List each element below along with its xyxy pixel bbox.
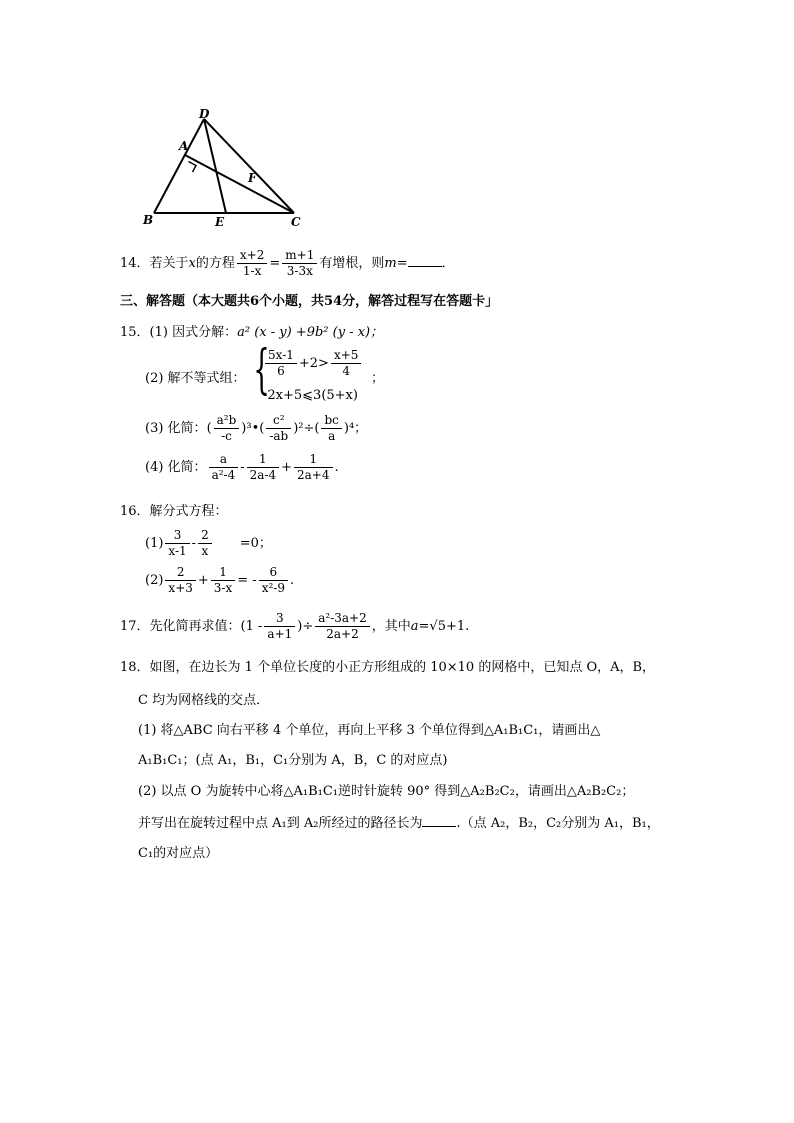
label-B: B	[143, 213, 154, 227]
label-F: F	[248, 171, 257, 185]
question-17: 17．先化简再求值：(1 - $\frac{3}{a+1}$ )÷ $\frac{\text{a²-3a+2}}{2a+2}$ ，其中a=√5+1.	[120, 611, 470, 641]
question-15-part-2: (2) 解不等式组： { $\frac{5x-1}{6}$ +2> $\frac{x+5}{4}$ -2x+5⩽3(5+x) ；	[145, 340, 385, 403]
label-C: C	[291, 215, 301, 229]
question-16-title: 16．解分式方程：	[120, 504, 228, 519]
label-D: D	[199, 107, 210, 121]
question-18-line-2: C 均为网格线的交点．	[138, 693, 270, 708]
question-16-part-2: (2) $\frac{2}{x+3}$ + $\frac{1}{3-x}$ = - $\frac{6}{\text{x²-9}}$ .	[145, 565, 295, 595]
question-15-part-1: 15．(1) 因式分解：a² (x - y) +9b² (y - x)；	[120, 325, 384, 340]
question-18-line-3: (1) 将△ABC 向右平移 4 个单位，再向上平移 3 个单位得到△A₁B₁C₁，请画出△	[138, 723, 601, 738]
line-DC	[204, 119, 294, 213]
question-18-line-4: A₁B₁C₁；(点 A₁，B₁，C₁分别为 A，B，C 的对应点)	[138, 753, 448, 768]
triangle-figure	[135, 105, 315, 230]
label-E: E	[215, 215, 225, 229]
question-18-line-5: (2) 以点 O 为旋转中心将△A₁B₁C₁逆时针旋转 90° 得到△A₂B₂C₂，请画出△A₂B₂C₂；	[138, 784, 635, 799]
question-16-part-1: (1) $\frac{3}{x-1}$ - $\frac{2}{x}$ =0；	[145, 528, 272, 558]
question-15-part-3: (3) 化简：( $\frac{\text{a²b}}{-c}$ )³•( $\frac{\text{c²}}{-ab}$ )²÷( $\frac{bc}{a}$ )⁴；	[145, 413, 368, 443]
line-AC	[185, 155, 294, 213]
question-14: 14．若关于x的方程 $\frac{x+2}{1-x}$ = $\frac{m+1}{3-3x}$ 有增根，则m= ．	[120, 248, 455, 278]
question-15-part-4: (4) 化简： $\frac{a}{\text{a²-4}}$ - $\frac{1}{2a-4}$ + $\frac{1}{2a+4}$ .	[145, 452, 339, 482]
question-18-line-6: 并写出在旋转过程中点 A₁到 A₂所经过的路径长为 .（点 A₂，B₂，C₂分别为 A₁，B₁，	[138, 816, 660, 831]
answer-blank	[422, 814, 456, 827]
right-angle-mark	[189, 162, 197, 173]
answer-blank	[408, 254, 442, 267]
fraction: $\frac{x+2}{1-x}$	[237, 248, 267, 279]
question-18-line-1: 18．如图，在边长为 1 个单位长度的小正方形组成的 10×10 的网格中，已知点 O，A，B，	[120, 660, 656, 675]
question-18-line-7: C₁的对应点）	[138, 846, 219, 861]
section-title: 三、解答题（本大题共6个小题，共54分，解答过程写在答题卡」	[120, 294, 499, 309]
label-A: A	[179, 139, 189, 153]
fraction: $\frac{m+1}{3-3x}$	[282, 248, 317, 279]
brace-icon: {	[253, 340, 270, 400]
